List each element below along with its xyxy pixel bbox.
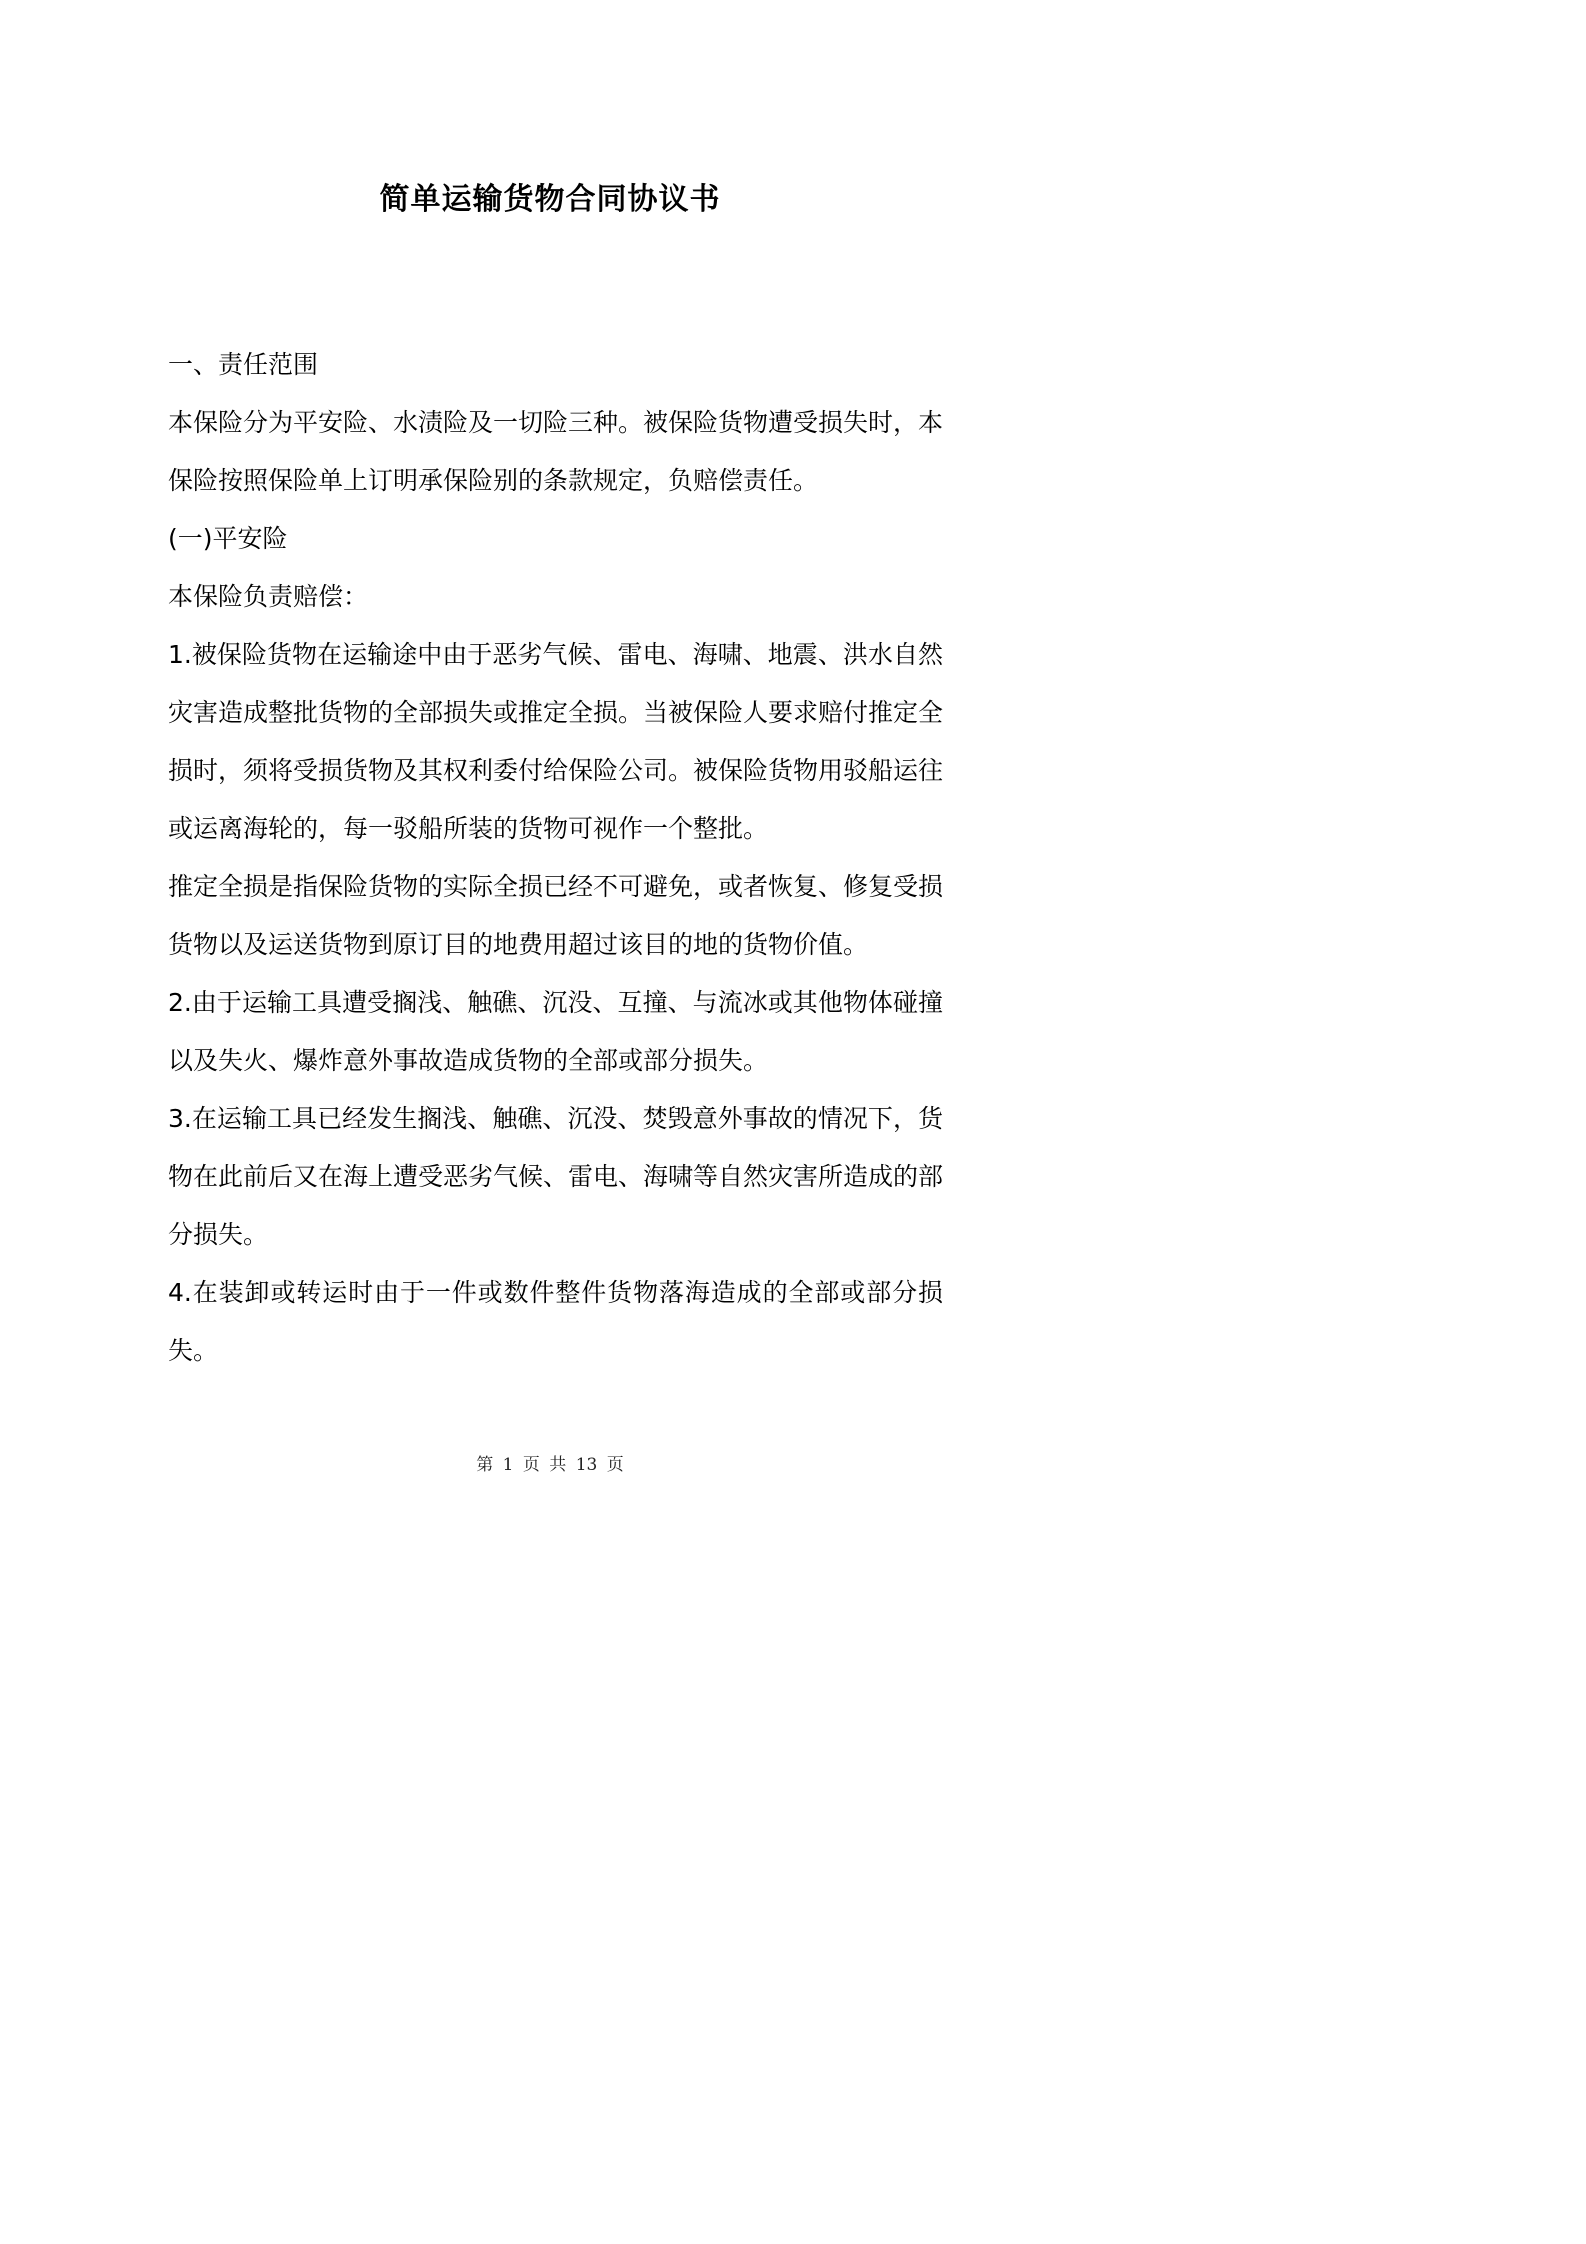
list-item: 1.被保险货物在运输途中由于恶劣气候、雷电、海啸、地震、洪水自然灾害造成整批货物的全部损失或推定全损。当被保险人要求赔付推定全损时，须将受损货物及其权利委付给保险公司。被保险货物用驳船运往或运离海轮的，每一驳船所装的货物可视作一个整批。 xyxy=(168,640,944,843)
list-item: 4.在装卸或转运时由于一件或数件整件货物落海造成的全部或部分损失。 xyxy=(168,1278,943,1365)
document-body xyxy=(168,336,943,1380)
page-number: 第 1 页 共 13 页 xyxy=(476,1455,624,1475)
paragraph: 推定全损是指保险货物的实际全损已经不可避免，或者恢复、修复受损货物以及运送货物到原订目的地费用超过该目的地的货物价值。 xyxy=(168,872,944,959)
document-title: 简单运输货物合同协议书 xyxy=(379,182,721,217)
document-page xyxy=(0,0,1100,1556)
paragraph: 本保险分为平安险、水渍险及一切险三种。被保险货物遭受损失时，本保险按照保险单上订明承保险别的条款规定，负赔偿责任。 xyxy=(168,408,944,495)
list-item: 2.由于运输工具遭受搁浅、触礁、沉没、互撞、与流冰或其他物体碰撞以及失火、爆炸意外事故造成货物的全部或部分损失。 xyxy=(168,988,943,1075)
paragraph: 本保险负责赔偿： xyxy=(168,582,369,611)
subsection-heading: (一)平安险 xyxy=(168,524,288,553)
section-heading: 一、责任范围 xyxy=(168,350,319,379)
list-item: 3.在运输工具已经发生搁浅、触礁、沉没、焚毁意外事故的情况下，货物在此前后又在海上遭受恶劣气候、雷电、海啸等自然灾害所造成的部分损失。 xyxy=(168,1104,944,1249)
